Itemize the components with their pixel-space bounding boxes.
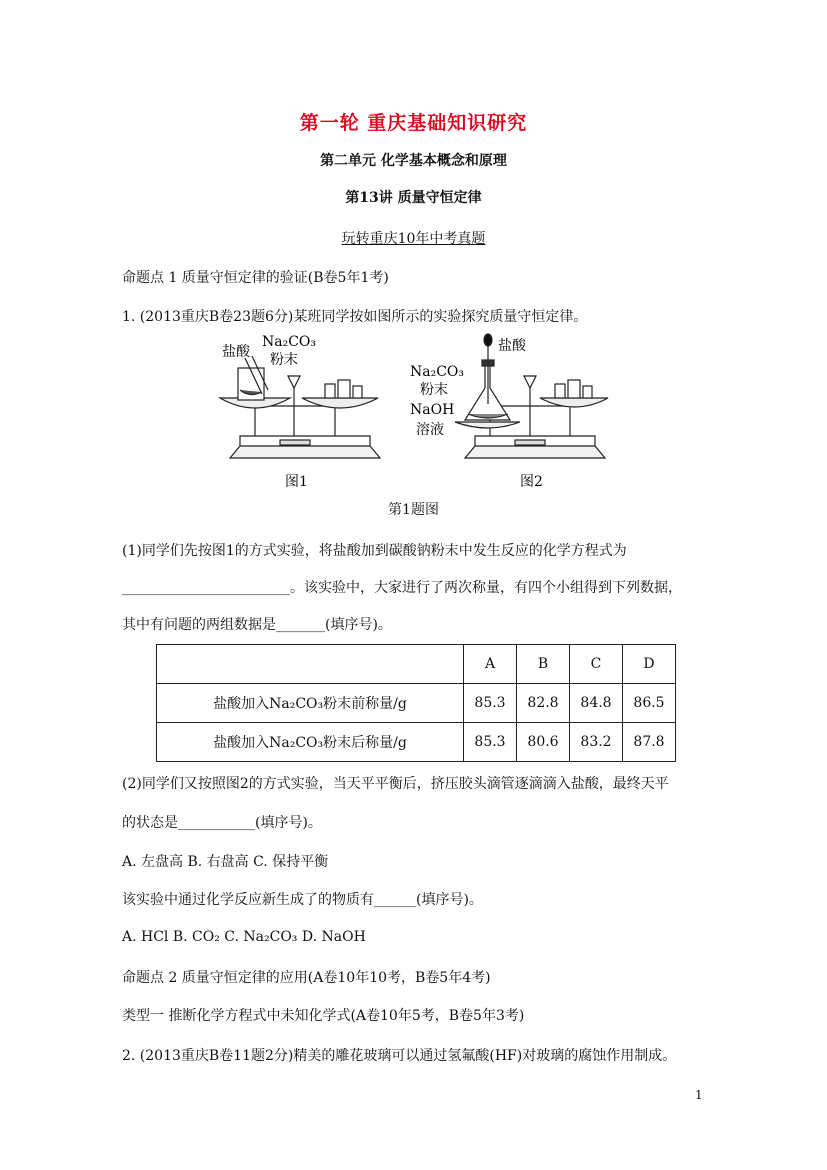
table-cell: 86.5: [623, 684, 676, 723]
balance-figure: [210, 328, 610, 490]
table-header-cell: A: [464, 645, 517, 684]
fig2-label-powder: 粉末: [420, 382, 448, 398]
table-header-row: [157, 645, 676, 684]
question-1-stem: 1. (2013重庆B卷23题6分)某班同学按如图所示的实验探究质量守恒定律。: [122, 309, 588, 325]
question-1-part2-options: A. 左盘高 B. 右盘高 C. 保持平衡: [122, 854, 329, 870]
table-cell: 84.8: [570, 684, 623, 723]
topic-1-heading: 命题点 1 质量守恒定律的验证(B卷5年1考): [122, 270, 389, 286]
table-row: [157, 723, 676, 762]
topic-2-heading: 命题点 2 质量守恒定律的应用(A卷10年10考，B卷5年4考): [122, 970, 491, 986]
question-1-part1-line1: (1)同学们先按图1的方式实验，将盐酸加到碳酸钠粉末中发生反应的化学方程式为: [122, 543, 627, 559]
type-1-heading: 类型一 推断化学方程式中未知化学式(A卷10年5考，B卷5年3考): [122, 1008, 525, 1024]
fig2-caption: 图2: [520, 474, 543, 490]
table-row: [157, 684, 676, 723]
question-1-part2-line1: (2)同学们又按照图2的方式实验，当天平平衡后，挤压胶头滴管逐滴滴入盐酸，最终天平: [122, 776, 669, 792]
question-1-part2-line3: 该实验中通过化学反应新生成了的物质有______(填序号)。: [122, 892, 483, 908]
question-2-stem: 2. (2013重庆B卷11题2分)精美的雕花玻璃可以通过氢氟酸(HF)对玻璃的腐蚀作用制成。: [122, 1048, 677, 1064]
question-1-part2-line2: 的状态是___________(填序号)。: [122, 815, 322, 831]
fig1-label-na2co3: Na₂CO₃: [262, 334, 317, 350]
row-label: 盐酸加入Na₂CO₃粉末前称量/g: [157, 684, 464, 723]
unit-title: 第二单元 化学基本概念和原理: [320, 153, 507, 169]
table-header-cell: C: [570, 645, 623, 684]
fig1-label-acid: 盐酸: [222, 344, 250, 360]
table-cell: 82.8: [517, 684, 570, 723]
round-title: 第一轮 重庆基础知识研究: [299, 112, 528, 134]
question-1-part1-line2: ________________________。该实验中，大家进行了两次称量，有四个小组得到下列数据，: [122, 580, 682, 596]
fig2-label-naoh: NaOH: [410, 402, 455, 418]
question-1-part2-options2: A. HCl B. CO₂ C. Na₂CO₃ D. NaOH: [122, 929, 366, 945]
question-1-part1-line3: 其中有问题的两组数据是_______(填序号)。: [122, 617, 392, 633]
table-cell: 80.6: [517, 723, 570, 762]
fig2-label-solution: 溶液: [416, 422, 444, 438]
section-title: 玩转重庆10年中考真题: [341, 231, 486, 247]
table-cell: 83.2: [570, 723, 623, 762]
fig1-caption: 图1: [285, 474, 308, 490]
fig1-label-powder: 粉末: [270, 352, 298, 368]
fig2-label-na2co3: Na₂CO₃: [410, 364, 465, 380]
lecture-title: 第13讲 质量守恒定律: [345, 190, 482, 206]
figure-caption: 第1题图: [388, 502, 439, 518]
table-cell: 87.8: [623, 723, 676, 762]
table-header-cell: B: [517, 645, 570, 684]
table-cell: 85.3: [464, 684, 517, 723]
weighing-data-table: [156, 644, 676, 762]
page-number: 1: [695, 1088, 703, 1102]
table-cell: 85.3: [464, 723, 517, 762]
fig2-label-acid: 盐酸: [498, 338, 526, 354]
row-label: 盐酸加入Na₂CO₃粉末后称量/g: [157, 723, 464, 762]
table-header-cell: D: [623, 645, 676, 684]
table-header-cell: [157, 645, 464, 684]
